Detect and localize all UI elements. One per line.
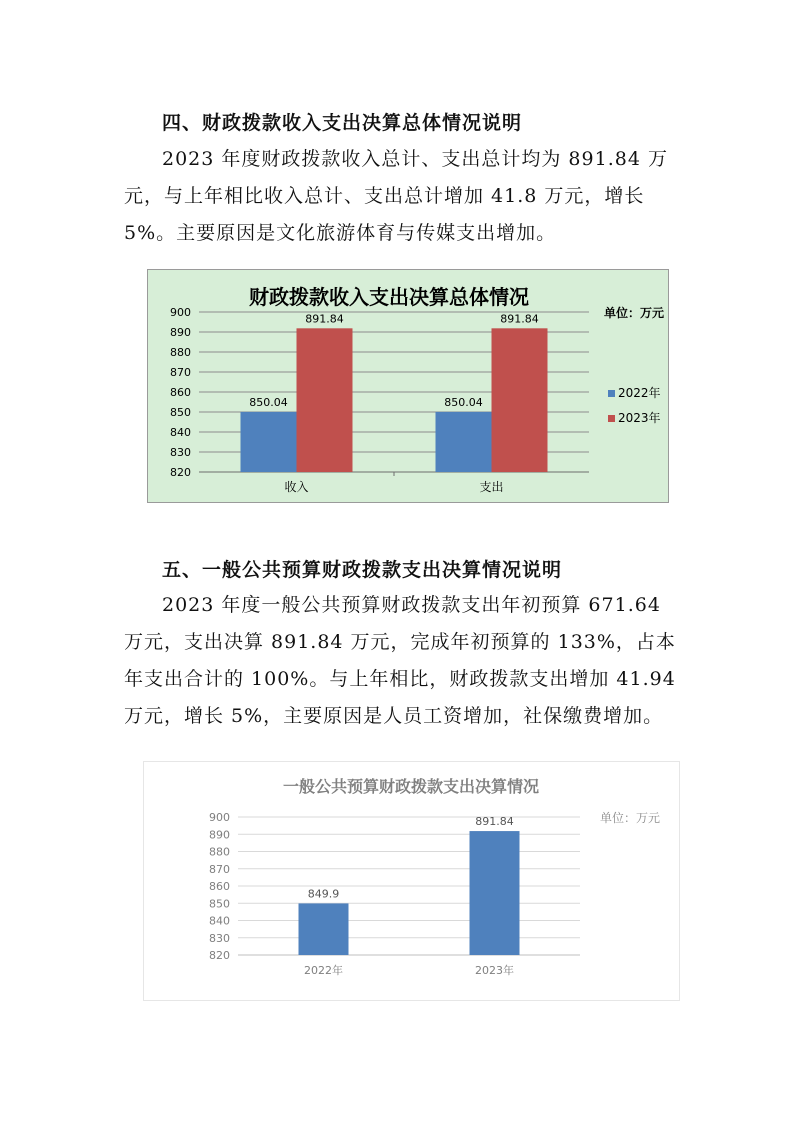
section5-line-3: 年支出合计的 100%。与上年相比，财政拨款支出增加 41.94 [124,668,676,690]
section4-line-3: 5%。主要原因是文化旅游体育与传媒支出增加。 [124,222,557,244]
section5-line-2: 万元，支出决算 891.84 万元，完成年初预算的 133%，占本 [124,631,676,653]
chart2-title: 一般公共预算财政拨款支出决算情况 [282,777,540,796]
c1-bar-收入-2023年 [297,328,353,472]
c2-bar-2023年-支出决算 [470,831,520,955]
c1-ytick-label: 850 [170,406,191,419]
c1-data-label: 850.04 [249,395,288,409]
chart1-unit-label: 单位：万元 [604,306,665,320]
c2-ytick-label: 830 [209,931,230,945]
c2-ytick-label: 850 [209,897,230,911]
section5-line-4: 万元，增长 5%，主要原因是人员工资增加，社保缴费增加。 [124,705,664,727]
section4-line-2: 元，与上年相比收入总计、支出总计增加 41.8 万元，增长 [124,185,645,207]
c2-data-label: 891.84 [475,815,514,829]
c1-data-label: 891.84 [305,312,344,326]
c1-bar-收入-2022年 [241,412,297,472]
c2-ytick-label: 840 [209,914,230,928]
c1-data-label: 891.84 [500,312,539,326]
c2-ytick-label: 880 [209,845,230,859]
chart1-legend-swatch-2022 [608,390,615,397]
c1-ytick-label: 880 [170,346,191,359]
c2-ytick-label: 900 [209,811,230,824]
chart1-title: 财政拨款收入支出决算总体情况 [249,285,529,309]
chart-total-revenue-expenditure [147,269,669,503]
c1-bar-支出-2023年 [492,328,548,472]
chart1-legend-swatch-2023 [608,415,615,422]
section4-paragraph [124,141,669,252]
c2-ytick-label: 820 [209,949,230,962]
c2-xtick-label: 2023年 [475,964,514,977]
chart-general-budget-expenditure [143,761,680,1001]
c2-data-label: 849.9 [307,887,340,901]
c1-ytick-label: 890 [170,326,191,339]
c2-bar-2022年-支出决算 [299,903,349,955]
section4-heading: 四、财政拨款收入支出决算总体情况说明 [162,112,523,134]
c1-ytick-label: 830 [170,446,191,459]
c1-bar-支出-2022年 [436,412,492,472]
c1-ytick-label: 870 [170,366,191,379]
c2-xtick-label: 2022年 [304,964,343,977]
chart2-unit-label: 单位：万元 [600,811,661,825]
c1-ytick-label: 820 [170,466,191,479]
chart1-legend-2023: 2023年 [618,411,661,425]
c1-ytick-label: 840 [170,426,191,439]
c2-ytick-label: 860 [209,880,230,893]
section4-line-1: 2023 年度财政拨款收入总计、支出总计均为 891.84 万 [162,148,668,170]
c2-ytick-label: 890 [209,828,230,842]
c1-xtick-label: 支出 [479,480,504,494]
c1-ytick-label: 900 [170,306,191,319]
c1-data-label: 850.04 [444,395,483,409]
c1-xtick-label: 收入 [284,480,309,494]
c1-ytick-label: 860 [170,386,191,399]
c2-ytick-label: 870 [209,862,230,876]
section5-paragraph [124,587,676,735]
section5-heading: 五、一般公共预算财政拨款支出决算情况说明 [162,559,563,581]
chart1-legend-2022: 2022年 [618,386,661,400]
section5-line-1: 2023 年度一般公共预算财政拨款支出年初预算 671.64 [162,594,661,616]
